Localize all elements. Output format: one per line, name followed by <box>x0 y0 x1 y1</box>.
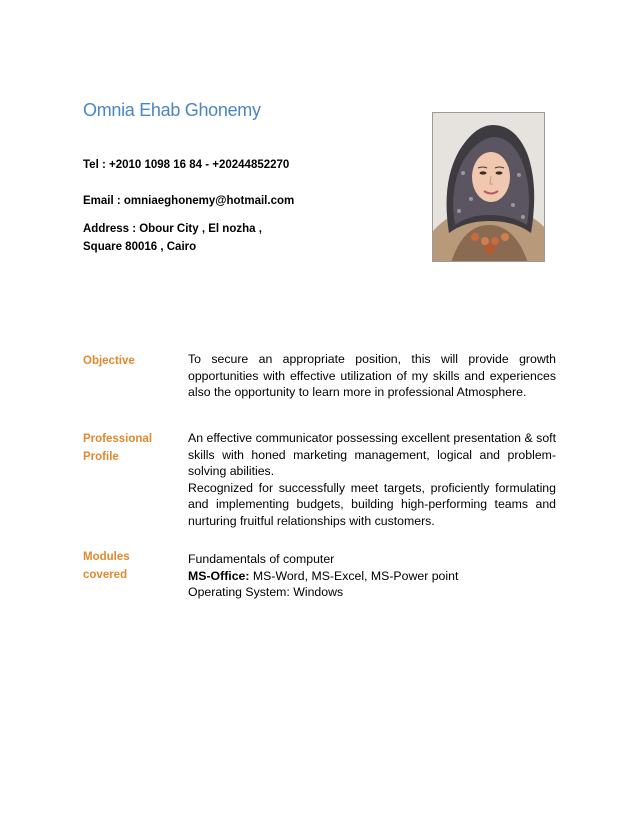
profile-label <box>83 430 152 466</box>
modules-line-3: Operating System: Windows <box>188 585 344 599</box>
objective-label: Objective <box>83 355 135 367</box>
modules-text <box>188 551 556 601</box>
profile-paragraph-1: An effective communicator possessing excellent presentation & soft skills with honed marketing management, logical and problem-solving abilities. <box>188 431 556 478</box>
candidate-name: Omnia Ehab Ghonemy <box>83 100 261 120</box>
profile-paragraph-2: Recognized for successfully meet targets, proficiently formulating and implementing budgets, building high-performing teams and nurturing fruitful relationships with customers. <box>188 480 556 528</box>
profile-label-line-2: Profile <box>83 451 119 463</box>
modules-line-2 <box>188 568 556 585</box>
modules-line-1: Fundamentals of computer <box>188 552 335 566</box>
objective-paragraph: To secure an appropriate position, this will provide growth opportunities with effective utilization of my skills and experiences also the opportunity to learn more in professional Atmosphere. <box>188 352 556 399</box>
ms-office-label: MS-Office: <box>188 568 250 583</box>
address-line-1: Address : Obour City , El nozha , <box>83 223 262 235</box>
profile-photo-image <box>433 113 545 262</box>
ms-office-items: MS-Word, MS-Excel, MS-Power point <box>249 568 459 583</box>
modules-label-line-2: covered <box>83 569 128 581</box>
modules-label <box>83 548 130 584</box>
profile-text <box>188 430 556 529</box>
address-line-2: Square 80016 , Cairo <box>83 241 197 253</box>
profile-label-line-1: Professional <box>83 433 153 445</box>
telephone: Tel : +2010 1098 16 84 - +20244852270 <box>83 159 290 171</box>
email: Email : omniaeghonemy@hotmail.com <box>83 195 295 207</box>
address <box>83 220 262 256</box>
modules-label-line-1: Modules <box>83 551 130 563</box>
objective-text <box>188 351 556 401</box>
profile-photo <box>432 112 545 262</box>
